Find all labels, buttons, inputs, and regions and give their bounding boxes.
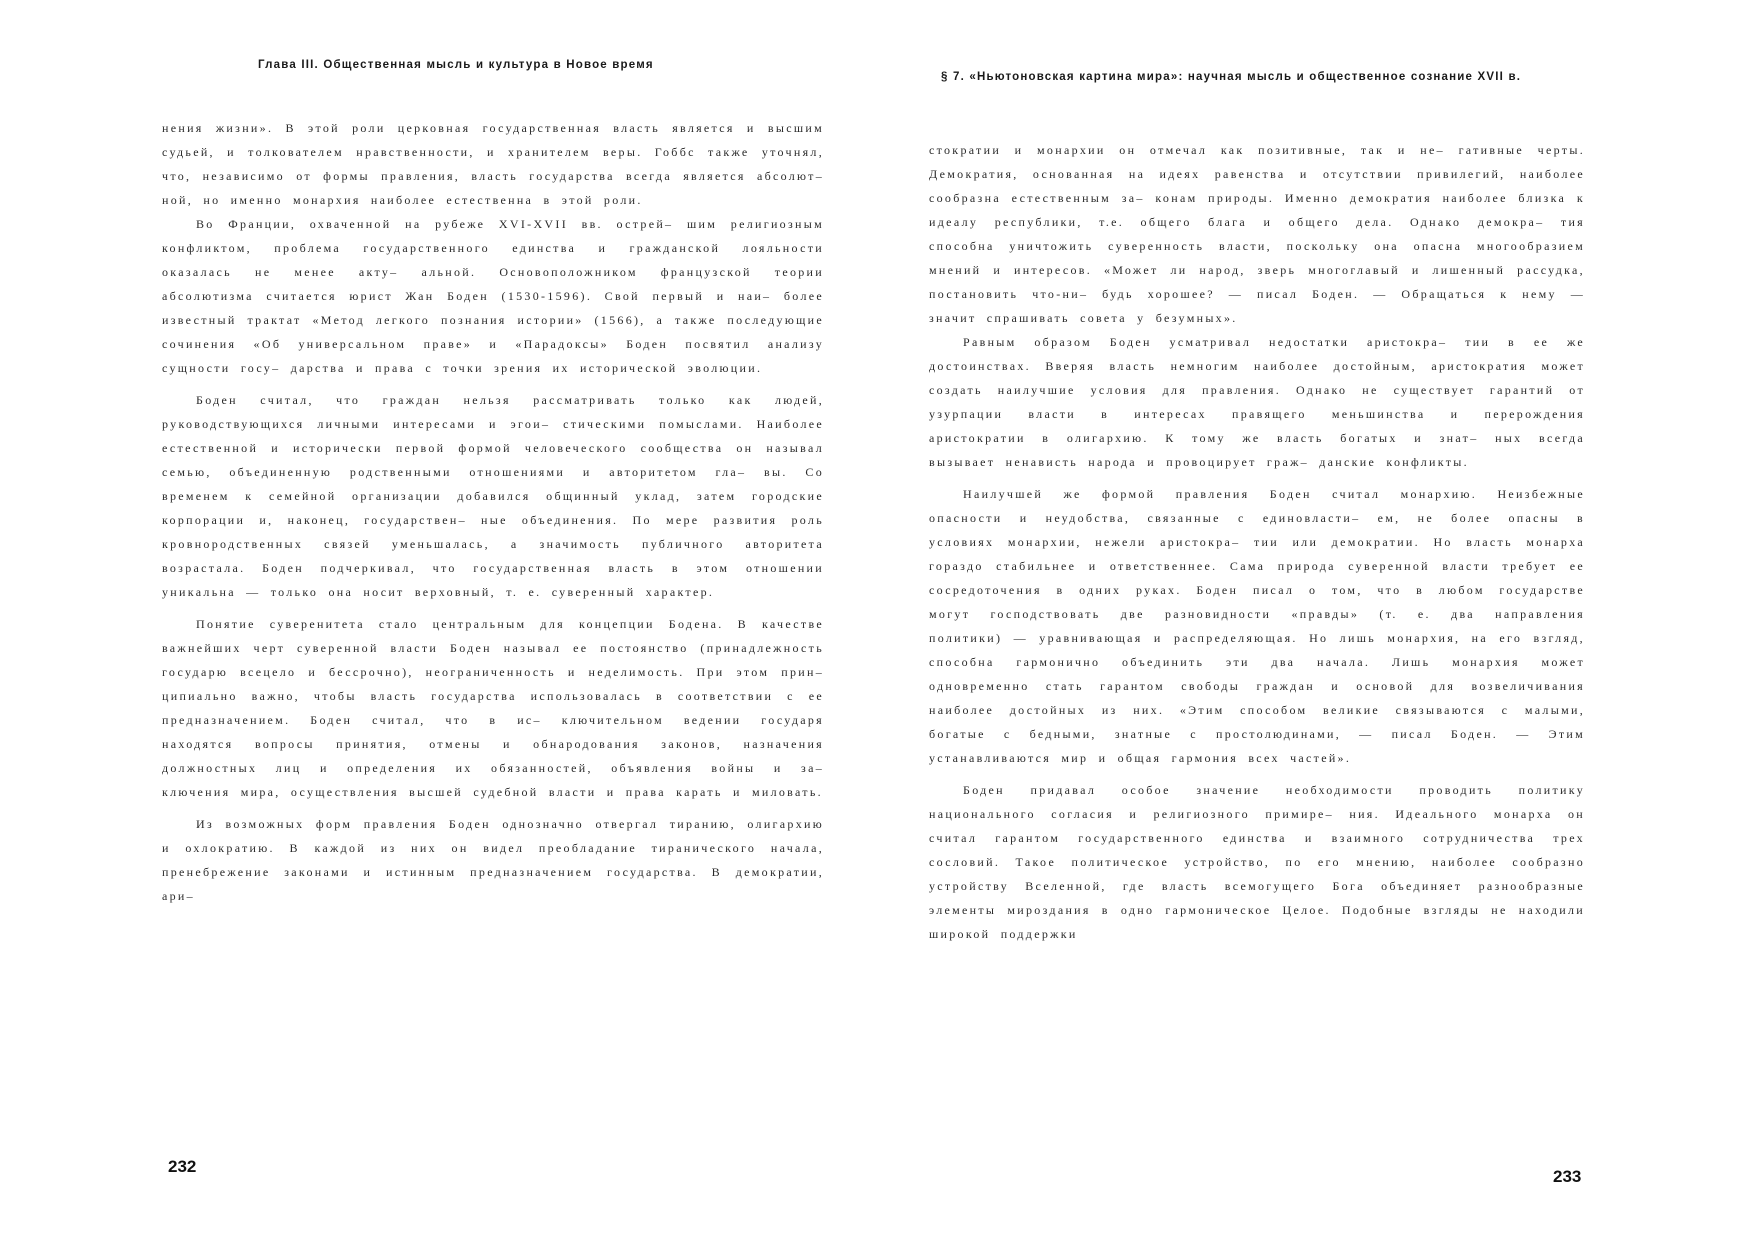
page-number-left: 232 xyxy=(168,1157,197,1176)
right-page-body xyxy=(929,138,1585,946)
paragraph: Равным образом Боден усматривал недостатки аристокра– тии в ее же достоинствах. Вверяя власть немногим наиболее достойным, аристократия может создать наилучшие условия для правления. Однако не существует гарантий от узурпации власти в интересах правящего меньшинства и перерождения аристократии в олигархию. К тому же власть богатых и знат– ных всегда вызывает ненависть народа и провоцирует граж– данские конфликты. xyxy=(929,335,1585,469)
paragraph: Наилучшей же формой правления Боден считал монархию. Неизбежные опасности и неудобства, связанные с единовласти– ем, не более опасны в условиях монархии, нежели аристокра– тии или демократии. Но власть монарха гораздо стабильнее и ответственнее. Сама природа суверенной власти требует ее сосредоточения в одних руках. Боден писал о том, что в любом государстве могут господствовать две разновидности «правды» (т. е. два направления политики) — уравнивающая и распределяющая. Но лишь монархия, на его взгляд, способна гармонично объединить эти два начала. Лишь монархия может одновременно стать гарантом свободы граждан и основой для возвеличивания наиболее достойных из них. «Этим способом великие связываются с малыми, богатые с бедными, знатные с простолюдинами, — писал Боден. — Этим устанавливаются мир и общая гармония всех частей». xyxy=(929,487,1585,765)
right-page xyxy=(877,0,1754,1239)
paragraph: нения жизни». В этой роли церковная государственная власть является и высшим судьей, и толкователем нравственности, и хранителем веры. Гоббс также уточнял, что, независимо от формы правления, власть государства всегда является абсолют– ной, но именно монархия наиболее естественна в этой роли. xyxy=(162,121,824,207)
left-page-body xyxy=(162,116,824,908)
page-number-right: 233 xyxy=(1553,1167,1582,1186)
paragraph: Во Франции, охваченной на рубеже XVI-XVII вв. острей– шим религиозным конфликтом, проблема государственного единства и гражданской лояльности оказалась не менее акту– альной. Основоположником французской теории абсолютизма считается юрист Жан Боден (1530-1596). Свой первый и наи– более известный трактат «Метод легкого познания истории» (1566), а также последующие сочинения «Об универсальном праве» и «Парадоксы» Боден посвятил анализу сущности госу– дарства и права с точки зрения их исторической эволюции. xyxy=(162,217,824,375)
paragraph: стократии и монархии он отмечал как позитивные, так и не– гативные черты. Демократия, основанная на идеях равенства и отсутствии привилегий, наиболее сообразна естественным за– конам природы. Именно демократия наиболее близка к идеалу республики, т.е. общего блага и общего дела. Однако демокра– тия способна уничтожить суверенность власти, поскольку она опасна многообразием мнений и интересов. «Может ли народ, зверь многоглавый и лишенный рассудка, постановить что-ни– будь хорошее? — писал Боден. — Обращаться к нему — значит спрашивать совета у безумных». xyxy=(929,143,1585,325)
running-head-left: Глава III. Общественная мысль и культура в Новое время xyxy=(258,59,654,71)
running-head-right: § 7. «Ньютоновская картина мира»: научная мысль и общественное сознание XVII в. xyxy=(941,71,1522,83)
paragraph: Боден считал, что граждан нельзя рассматривать только как людей, руководствующихся личными интересами и эгои– стическими помыслами. Наиболее естественной и исторически первой формой человеческого сообщества он называл семью, объединенную родственными отношениями и авторитетом гла– вы. Со временем к семейной организации добавился общинный уклад, затем городские корпорации и, наконец, государствен– ные объединения. По мере развития роль кровнородственных связей уменьшалась, а значимость публичного авторитета возрастала. Боден подчеркивал, что государственная власть в этом отношении уникальна — только она носит верховный, т. е. суверенный характер. xyxy=(162,393,824,599)
paragraph: Боден придавал особое значение необходимости проводить политику национального согласия и религиозного примире– ния. Идеального монарха он считал гарантом государственного единства и взаимного сотрудничества трех сословий. Такое политическое устройство, по его мнению, наиболее сообразно устройству Вселенной, где власть всемогущего Бога объединяет разнообразные элементы мироздания в одно гармоническое Целое. Подобные взгляды не находили широкой поддержки xyxy=(929,783,1585,941)
paragraph: Понятие суверенитета стало центральным для концепции Бодена. В качестве важнейших черт суверенной власти Боден называл ее постоянство (принадлежность государю всецело и бессрочно), неограниченность и неделимость. При этом прин– ципиально важно, чтобы власть государства использовалась в соответствии с ее предназначением. Боден считал, что в ис– ключительном ведении государя находятся вопросы принятия, отмены и обнародования законов, назначения должностных лиц и определения их обязанностей, объявления войны и за– ключения мира, осуществления высшей судебной власти и права карать и миловать. xyxy=(162,617,824,799)
paragraph: Из возможных форм правления Боден однозначно отвергал тиранию, олигархию и охлократию. В каждой из них он видел преобладание тиранического начала, пренебрежение законами и истинным предназначением государства. В демократии, ари– xyxy=(162,817,824,903)
